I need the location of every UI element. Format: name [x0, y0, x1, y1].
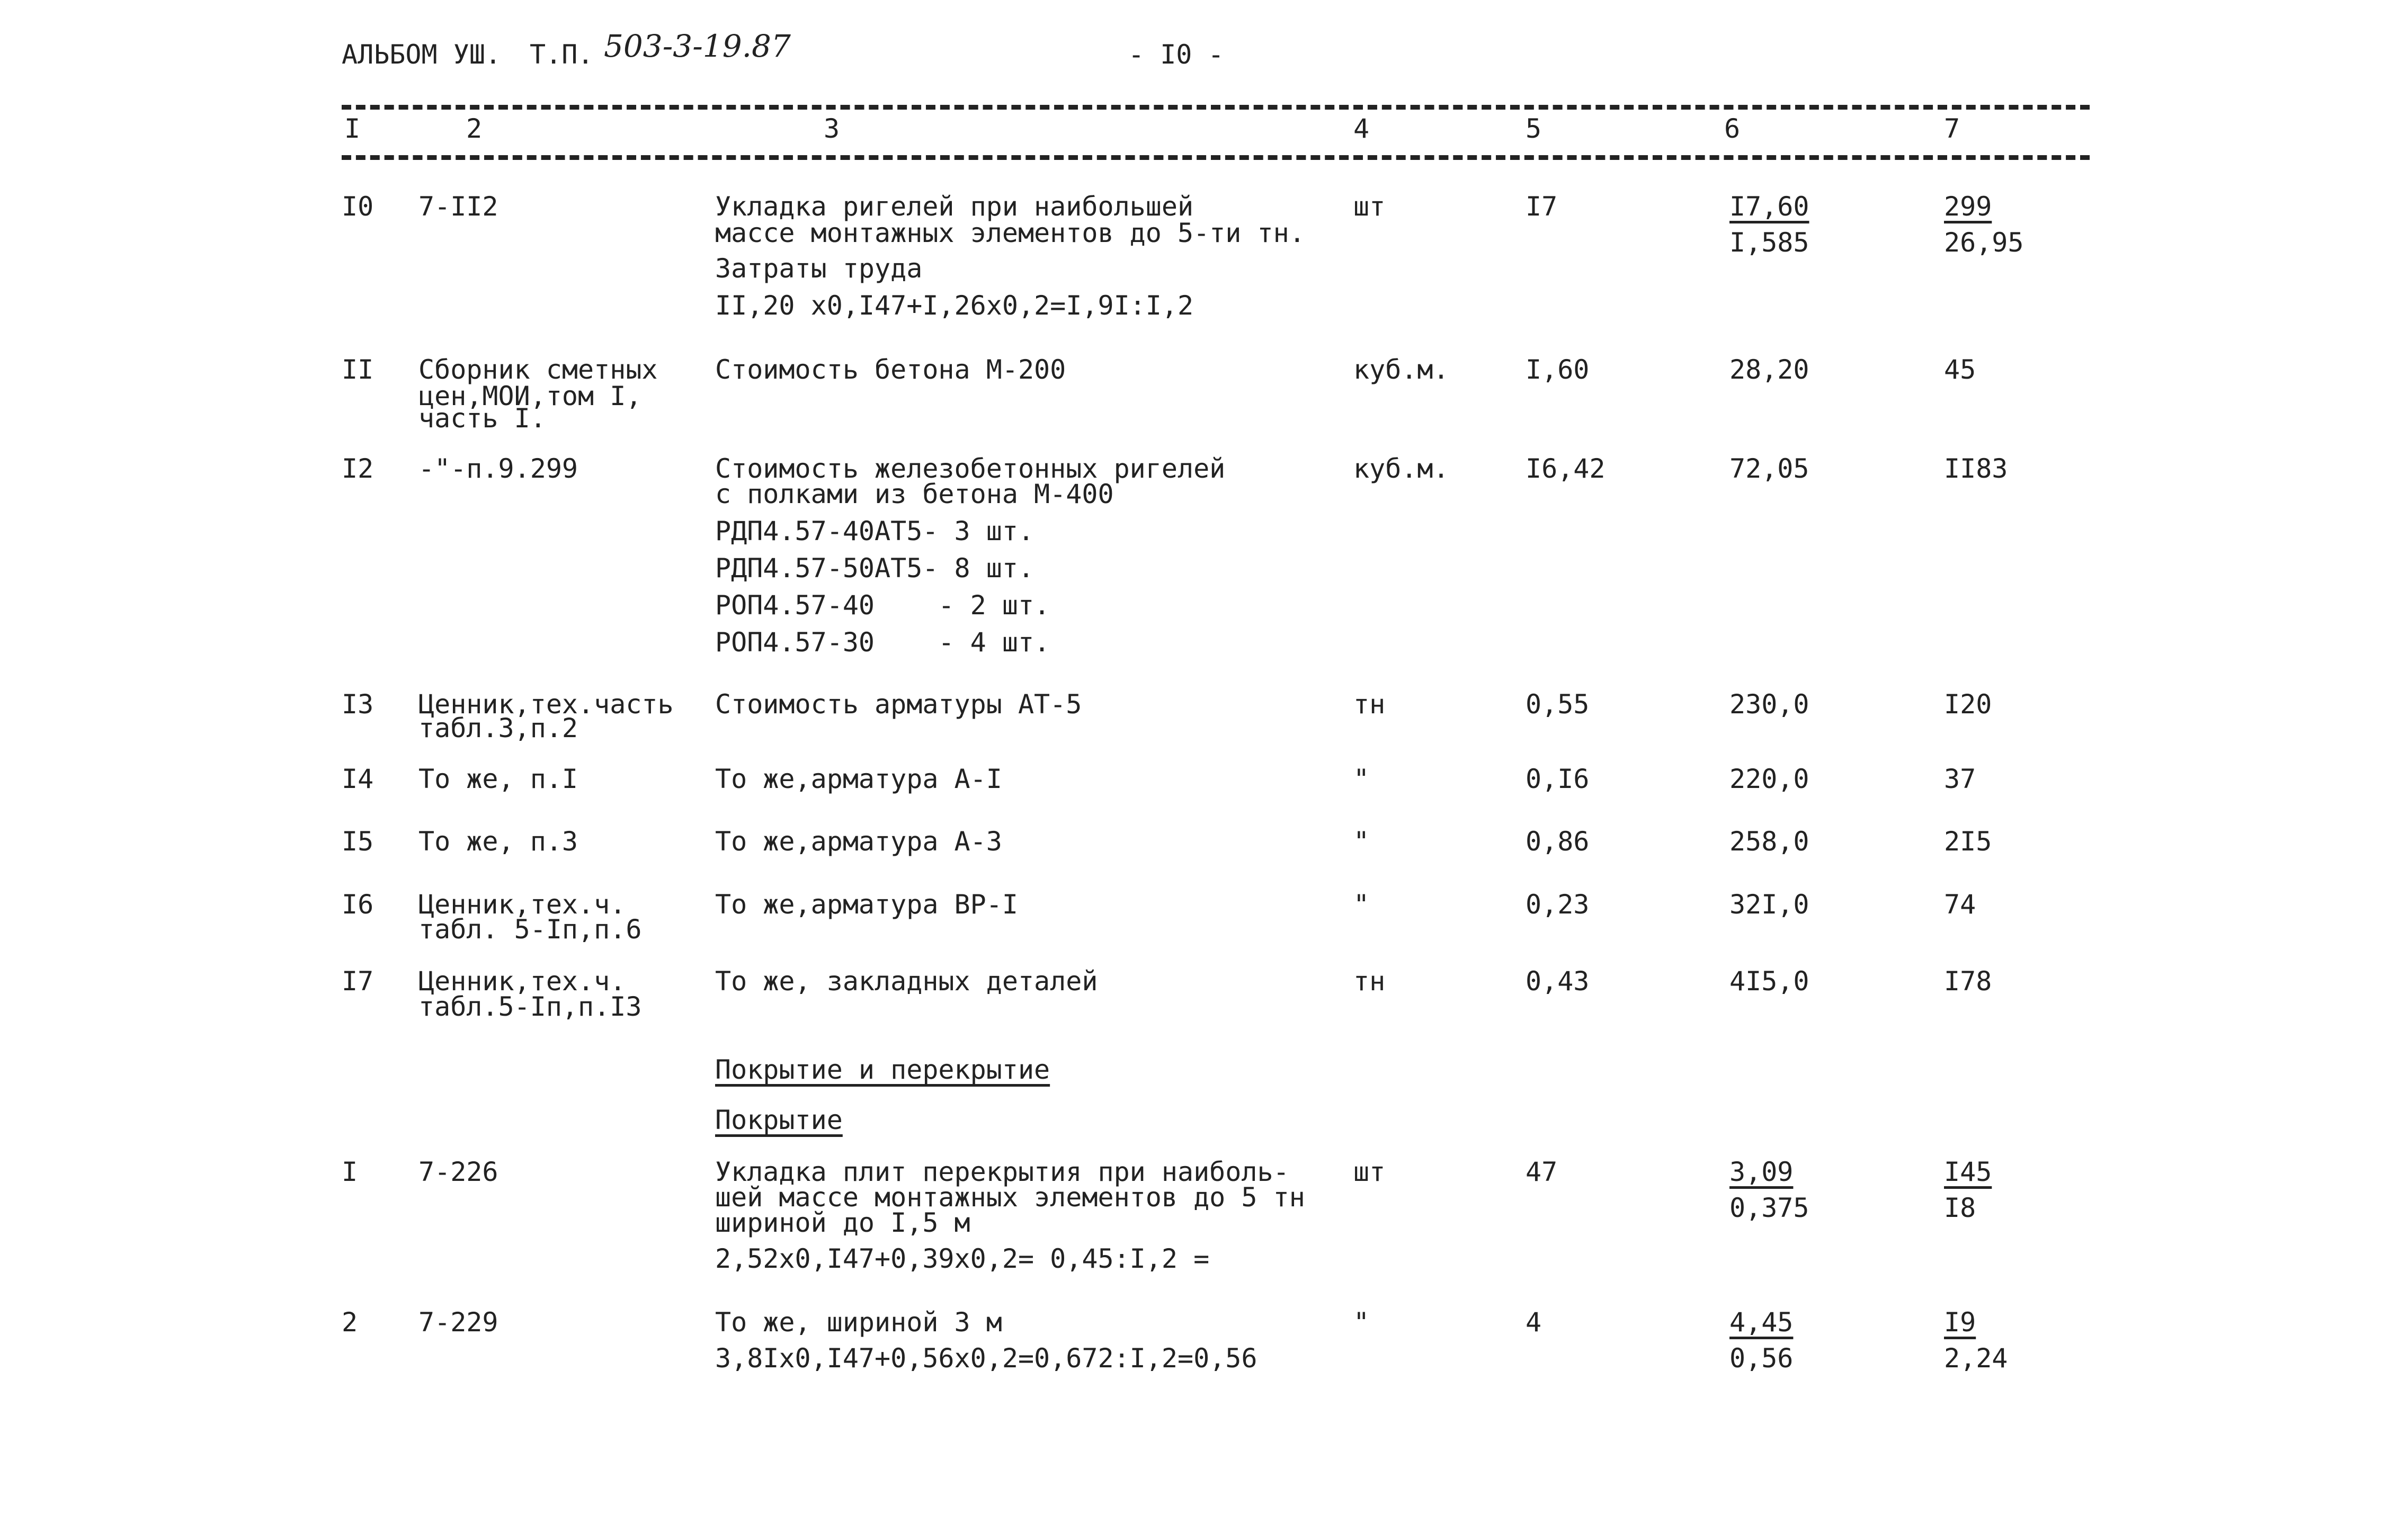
header-rule-top	[342, 105, 2090, 110]
row-unit: "	[1353, 1307, 1370, 1338]
col-head-1: I	[344, 113, 361, 144]
tp-number: 503-3-19.87	[604, 28, 791, 64]
row-qty: I7	[1526, 191, 1558, 222]
row-ref: Ценник,тех.ч.	[418, 889, 626, 920]
row-unit: тн	[1353, 966, 1386, 997]
row-number: II	[342, 354, 374, 385]
section-subtitle: Покрытие	[715, 1105, 843, 1135]
row-unit: тн	[1353, 689, 1386, 720]
row-ref: табл. 5-Iп,п.6	[418, 914, 642, 945]
row-ref: 7-II2	[418, 191, 498, 222]
total-bottom: I8	[1944, 1193, 1976, 1223]
price-top: 4,45	[1729, 1307, 1794, 1338]
row-qty: 0,43	[1526, 966, 1590, 997]
row-desc: То же,арматура А-I	[715, 764, 1002, 794]
price-top: I7,60	[1729, 191, 1809, 222]
row-price: 32I,0	[1729, 889, 1809, 920]
row-unit: "	[1353, 826, 1370, 857]
row-desc: РОП4.57-30 - 4 шт.	[715, 627, 1050, 658]
row-price: 220,0	[1729, 764, 1809, 794]
row-total: I20	[1944, 689, 1992, 720]
row-desc: массе монтажных элементов до 5-ти тн.	[715, 218, 1305, 248]
row-total: 74	[1944, 889, 1976, 920]
price-bottom: 0,56	[1729, 1343, 1794, 1374]
row-ref: То же, п.I	[418, 764, 578, 794]
col-head-2: 2	[466, 113, 483, 144]
price-top: 3,09	[1729, 1157, 1794, 1187]
row-number: I0	[342, 191, 374, 222]
col-head-4: 4	[1353, 113, 1370, 144]
row-unit: "	[1353, 764, 1370, 794]
row-ref: Сборник сметных	[418, 354, 658, 385]
row-desc: Стоимость бетона М-200	[715, 354, 1066, 385]
total-top: 299	[1944, 191, 1992, 222]
row-desc: 2,52х0,I47+0,39х0,2= 0,45:I,2 =	[715, 1243, 1210, 1274]
row-qty: 0,I6	[1526, 764, 1590, 794]
row-price: 28,20	[1729, 354, 1809, 385]
row-ref: часть I.	[418, 403, 546, 434]
row-qty: 0,86	[1526, 826, 1590, 857]
row-number: I6	[342, 889, 374, 920]
row-desc: с полками из бетона М-400	[715, 479, 1114, 509]
row-desc: РДП4.57-50АТ5- 8 шт.	[715, 553, 1034, 584]
row-qty: 47	[1526, 1157, 1558, 1187]
row-qty: 0,55	[1526, 689, 1590, 720]
row-number: I7	[342, 966, 374, 997]
col-head-5: 5	[1526, 113, 1542, 144]
row-ref: То же, п.3	[418, 826, 578, 857]
row-unit: шт	[1353, 1157, 1386, 1187]
row-price: 72,05	[1729, 453, 1809, 484]
row-desc: То же, шириной 3 м	[715, 1307, 1002, 1338]
row-unit: куб.м.	[1353, 453, 1449, 484]
row-ref: табл.5-Iп,п.I3	[418, 991, 642, 1022]
row-unit: куб.м.	[1353, 354, 1449, 385]
row-price: 258,0	[1729, 826, 1809, 857]
col-head-3: 3	[824, 113, 840, 144]
row-total: I78	[1944, 966, 1992, 997]
total-top: I45	[1944, 1157, 1992, 1187]
row-ref: табл.3,п.2	[418, 713, 578, 743]
row-desc: Укладка ригелей при наибольшей	[715, 191, 1194, 222]
row-number: I4	[342, 764, 374, 794]
total-bottom: 2,24	[1944, 1343, 2008, 1374]
row-desc: шей массе монтажных элементов до 5 тн	[715, 1182, 1305, 1213]
row-ref: Ценник,тех.часть	[418, 689, 674, 720]
row-ref: Ценник,тех.ч.	[418, 966, 626, 997]
page-number: - I0 -	[1128, 39, 1224, 70]
total-bottom: 26,95	[1944, 227, 2024, 258]
row-number: I	[342, 1157, 358, 1187]
col-head-6: 6	[1724, 113, 1741, 144]
section-title: Покрытие и перекрытие	[715, 1054, 1050, 1085]
row-total: II83	[1944, 453, 2008, 484]
row-qty: I6,42	[1526, 453, 1606, 484]
row-desc: шириной до I,5 м	[715, 1207, 970, 1238]
row-desc: То же,арматура ВР-I	[715, 889, 1018, 920]
header-rule-bottom	[342, 155, 2090, 160]
row-qty: 0,23	[1526, 889, 1590, 920]
row-ref: -"-п.9.299	[418, 453, 578, 484]
row-desc: 3,8Iх0,I47+0,56х0,2=0,672:I,2=0,56	[715, 1343, 1257, 1374]
album-label: АЛЬБОМ УШ.	[342, 39, 502, 70]
row-desc: Стоимость арматуры АТ-5	[715, 689, 1082, 720]
row-ref: цен,МОИ,том I,	[418, 381, 642, 411]
row-price: 4I5,0	[1729, 966, 1809, 997]
row-ref: 7-229	[418, 1307, 498, 1338]
row-ref: 7-226	[418, 1157, 498, 1187]
row-total: 2I5	[1944, 826, 1992, 857]
tp-label: Т.П.	[530, 39, 594, 70]
row-desc: РОП4.57-40 - 2 шт.	[715, 590, 1050, 621]
row-number: I3	[342, 689, 374, 720]
row-price: 230,0	[1729, 689, 1809, 720]
row-desc: II,20 х0,I47+I,26х0,2=I,9I:I,2	[715, 290, 1194, 321]
row-desc: То же,арматура А-3	[715, 826, 1002, 857]
price-bottom: I,585	[1729, 227, 1809, 258]
row-number: I5	[342, 826, 374, 857]
row-unit: шт	[1353, 191, 1386, 222]
row-qty: 4	[1526, 1307, 1542, 1338]
row-number: 2	[342, 1307, 358, 1338]
row-desc: Укладка плит перекрытия при наиболь-	[715, 1157, 1289, 1187]
row-unit: "	[1353, 889, 1370, 920]
price-bottom: 0,375	[1729, 1193, 1809, 1223]
row-desc: Стоимость железобетонных ригелей	[715, 453, 1226, 484]
row-desc: РДП4.57-40АТ5- 3 шт.	[715, 516, 1034, 546]
row-desc: То же, закладных деталей	[715, 966, 1098, 997]
total-top: I9	[1944, 1307, 1976, 1338]
row-number: I2	[342, 453, 374, 484]
row-desc: Затраты труда	[715, 253, 923, 284]
col-head-7: 7	[1944, 113, 1960, 144]
row-qty: I,60	[1526, 354, 1590, 385]
row-total: 45	[1944, 354, 1976, 385]
row-total: 37	[1944, 764, 1976, 794]
